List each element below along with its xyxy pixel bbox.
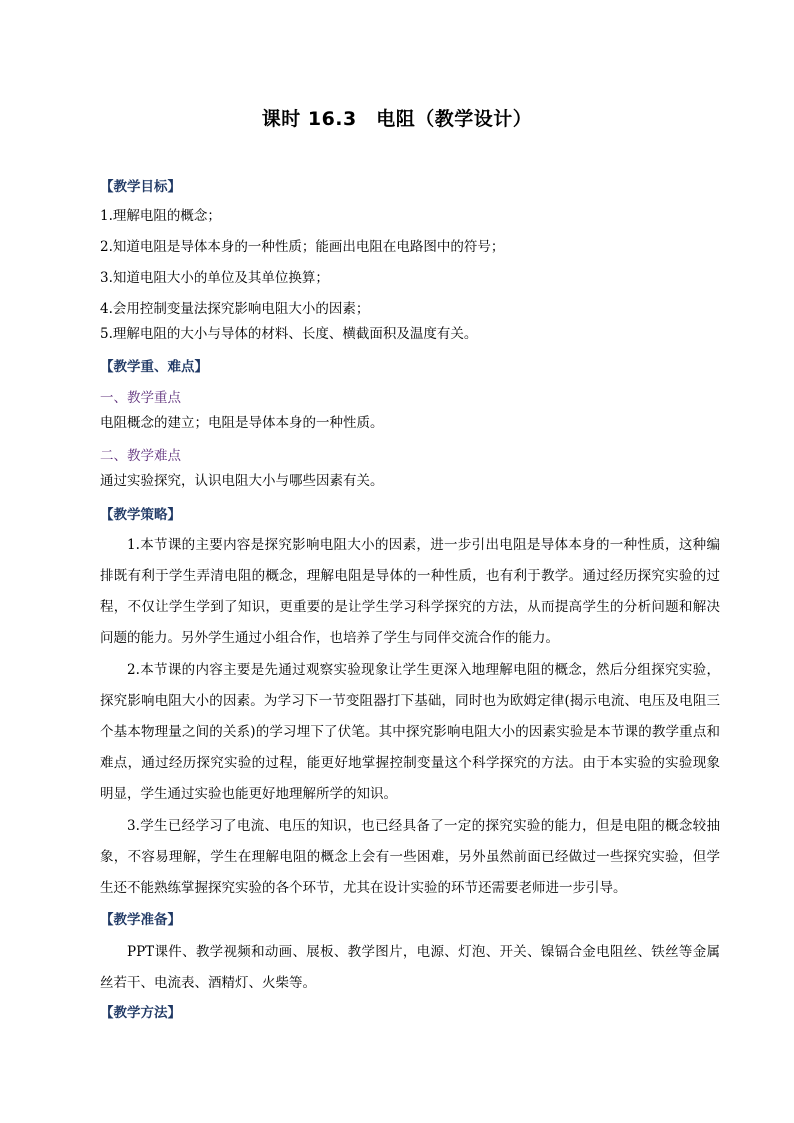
objective-item-3: 3.知道电阻大小的单位及其单位换算； (100, 270, 329, 286)
strategy-paragraph-3: 3.学生已经学习了电流、电压的知识，也已经具备了一定的探究实验的能力，但是电阻的概念较抽象，不容易理解，学生在理解电阻的概念上会有一些困难，另外虽然前面已经做过一些探究实验，但学生还不能熟练掌握探究实验的各个环节，尤其在设计实验的环节还需要老师进一步引导。 (100, 818, 720, 896)
objective-item-4: 4.会用控制变量法探究影响电阻大小的因素； (100, 301, 370, 317)
objective-item-5: 5.理解电阻的大小与导体的材料、长度、横截面积及温度有关。 (100, 326, 478, 342)
objective-item-1: 1.理解电阻的概念； (100, 208, 221, 224)
focus-label: 一、教学重点 (100, 390, 181, 406)
difficulty-text: 通过实验探究，认识电阻大小与哪些因素有关。 (100, 473, 384, 489)
strategy-paragraph-1: 1.本节课的主要内容是探究影响电阻大小的因素，进一步引出电阻是导体本身的一种性质，这种编排既有利于学生弄清电阻的概念，理解电阻是导体的一种性质，也有利于教学。通过经历探究实验的过程，不仅让学生学到了知识，更重要的是让学生学习科学探究的方法，从而提高学生的分析问题和解决问题的能力。另外学生通过小组合作，也培养了学生与同伴交流合作的能力。 (100, 537, 720, 646)
key-points-heading: 【教学重、难点】 (100, 359, 208, 375)
methods-heading: 【教学方法】 (100, 1005, 181, 1021)
preparation-heading: 【教学准备】 (100, 912, 181, 928)
document-title: 课时 16.3 电阻（教学设计） (261, 108, 533, 130)
preparation-text: PPT课件、教学视频和动画、展板、教学图片，电源、灯泡、开关、镍镉合金电阻丝、铁丝等金属丝若干、电流表、酒精灯、火柴等。 (100, 944, 720, 991)
objectives-heading: 【教学目标】 (100, 179, 181, 195)
strategy-paragraph-2: 2.本节课的内容主要是先通过观察实验现象让学生更深入地理解电阻的概念，然后分组探究实验，探究影响电阻大小的因素。为学习下一节变阻器打下基础，同时也为欧姆定律(揭示电流、电压及电阻三个基本物理量之间的关系)的学习埋下了伏笔。其中探究影响电阻大小的因素实验是本节课的教学重点和难点，通过经历探究实验的过程，能更好地掌握控制变量这个科学探究的方法。由于本实验的实验现象明显，学生通过实验也能更好地理解所学的知识。 (100, 662, 720, 802)
focus-text: 电阻概念的建立；电阻是导体本身的一种性质。 (100, 415, 384, 431)
strategy-heading: 【教学策略】 (100, 507, 181, 523)
difficulty-label: 二、教学难点 (100, 448, 181, 464)
objective-item-2: 2.知道电阻是导体本身的一种性质；能画出电阻在电路图中的符号； (100, 239, 505, 255)
